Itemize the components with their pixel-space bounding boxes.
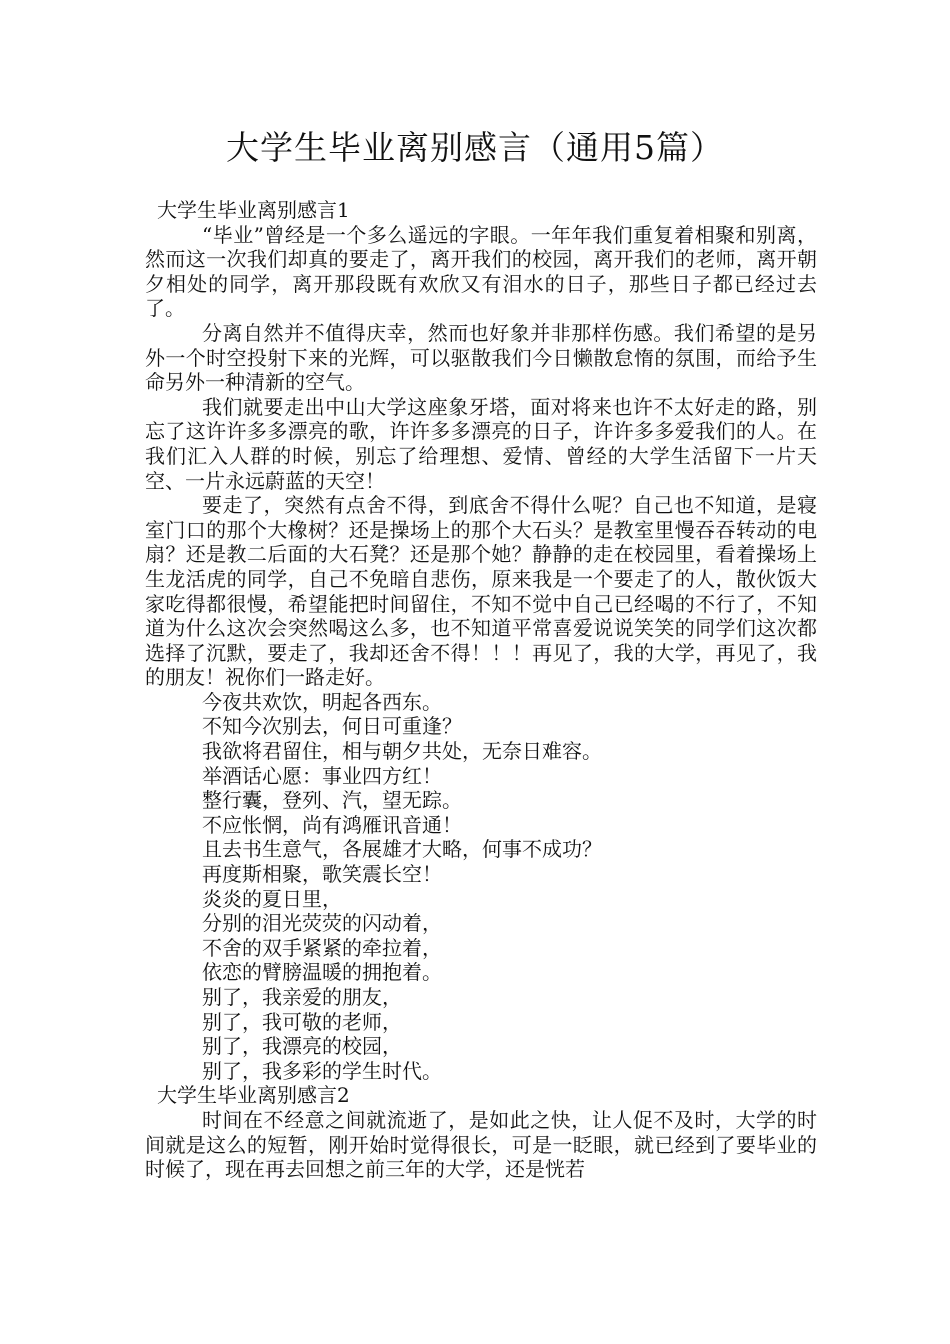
poem-line: 整行囊，登列、汽，望无踪。: [202, 788, 462, 813]
section-heading: 大学生毕业离别感言1: [157, 198, 350, 222]
document-body: [145, 198, 817, 1182]
section-heading: 大学生毕业离别感言2: [157, 1083, 350, 1108]
paragraph: 要走了，突然有点舍不得，到底舍不得什么呢？自己也不知道，是寝室门口的那个大橡树？还是操场上的那个大石头？是教室里慢吞吞转动的电扇？还是教二后面的大石凳？还是那个她？静静的走在校园里，看着操场上生龙活虎的同学，自己不免暗自悲伤，原来我是一个要走了的人，散伙饭大家吃得都很慢，希望能把时间留住，不知不觉中自己已经喝的不行了，不知道为什么这次会突然喝这么多，也不知道平常喜爱说说笑笑的同学们这次都选择了沉默，要走了，我却还舍不得！！！再见了，我的大学，再见了，我的朋友！祝你们一路走好。: [145, 493, 817, 690]
poem-line: 分别的泪光荧荧的闪动着，: [202, 911, 442, 936]
poem-line: 依恋的臂膀温暖的拥抱着。: [202, 960, 442, 985]
paragraph: 我们就要走出中山大学这座象牙塔，面对将来也许不太好走的路，别忘了这许许多多漂亮的歌，许许多多漂亮的日子，许许多多爱我们的人。在我们汇入人群的时候，别忘了给理想、爱情、曾经的大学生活留下一片天空、一片永远蔚蓝的天空！: [145, 394, 817, 493]
paragraph: “毕业”曾经是一个多么遥远的字眼。一年年我们重复着相聚和别离，然而这一次我们却真的要走了，离开我们的校园，离开我们的老师，离开朝夕相处的同学，离开那段既有欢欣又有泪水的日子，那些日子都已经过去了。: [145, 222, 817, 321]
poem-line: 别了，我可敬的老师，: [202, 1009, 402, 1034]
poem-line: 炎炎的夏日里，: [202, 886, 342, 911]
poem-line: 别了，我亲爱的朋友，: [202, 985, 402, 1009]
paragraph: 分离自然并不值得庆幸，然而也好象并非那样伤感。我们希望的是另外一个时空投射下来的光辉，可以驱散我们今日懒散怠惰的氛围，而给予生命另外一种清新的空气。: [145, 320, 817, 395]
poem-line: 不知今次别去，何日可重逢？: [202, 714, 462, 739]
paragraph: 时间在不经意之间就流逝了，是如此之快，让人促不及时，大学的时间就是这么的短暂，刚开始时觉得很长，可是一眨眼，就已经到了要毕业的时候了，现在再去回想之前三年的大学，还是恍若: [145, 1107, 817, 1182]
poem-line: 别了，我多彩的学生时代。: [202, 1058, 442, 1083]
poem-line: 别了，我漂亮的校园，: [202, 1034, 402, 1059]
poem-line: 举酒话心愿：事业四方红！: [202, 763, 442, 788]
document-title: 大学生毕业离别感言（通用5篇）: [226, 128, 724, 167]
poem-line: 且去书生意气，各展雄才大略，何事不成功？: [202, 837, 602, 862]
poem-line: 我欲将君留住，相与朝夕共处，无奈日难容。: [202, 739, 602, 764]
poem-line: 今夜共欢饮，明起各西东。: [202, 689, 442, 714]
poem-line: 不应怅惘，尚有鸿雁讯音通！: [202, 812, 462, 837]
poem-line: 再度斯相聚，歌笑震长空！: [202, 862, 442, 887]
poem-line: 不舍的双手紧紧的牵拉着，: [202, 935, 442, 960]
